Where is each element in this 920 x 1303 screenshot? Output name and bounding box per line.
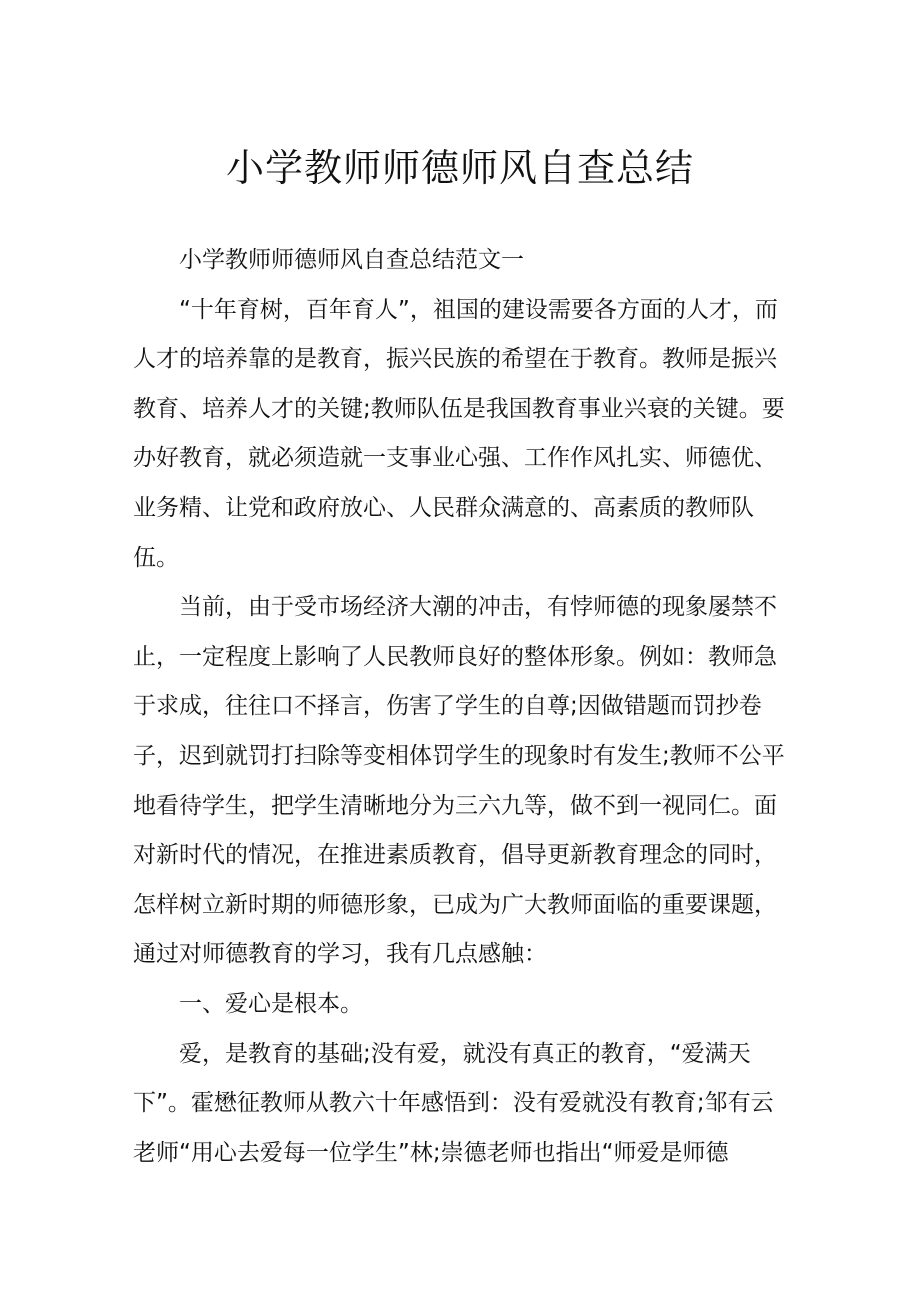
- document-subtitle: 小学教师师德师风自查总结范文一: [179, 247, 524, 273]
- paragraph-love: 爱，是教育的基础;没有爱，就没有真正的教育，“爱满天下”。霍懋征教师从教六十年感悟到：没有爱就没有教育;邹有云老师“用心去爱每一位学生”林;崇德老师也指出“师爱是师德: [133, 1040, 774, 1166]
- paragraph-current-situation: 当前，由于受市场经济大潮的冲击，有悖师德的现象屡禁不止，一定程度上影响了人民教师良好的整体形象。例如：教师急于求成，往往口不择言，伤害了学生的自尊;因做错题而罚抄卷子，迟到就罚打扫除等变相体罚学生的现象时有发生;教师不公平地看待学生，把学生清晰地分为三六九等，做不到一视同仁。面对新时代的情况，在推进素质教育，倡导更新教育理念的同时，怎样树立新时期的师德形象，已成为广大教师面临的重要课题，通过对师德教育的学习，我有几点感触：: [133, 594, 785, 968]
- paragraph-intro: “十年育树，百年育人”，祖国的建设需要各方面的人才，而人才的培养靠的是教育，振兴民族的希望在于教育。教师是振兴教育、培养人才的关键;教师队伍是我国教育事业兴衰的关键。要办好教育，就必须造就一支事业心强、工作作风扎实、师德优、业务精、让党和政府放心、人民群众满意的、高素质的教师队伍。: [133, 296, 785, 571]
- document-title: 小学教师师德师风自查总结: [225, 146, 694, 190]
- document-body: [133, 236, 793, 1178]
- section-heading: 一、爱心是根本。: [179, 990, 363, 1017]
